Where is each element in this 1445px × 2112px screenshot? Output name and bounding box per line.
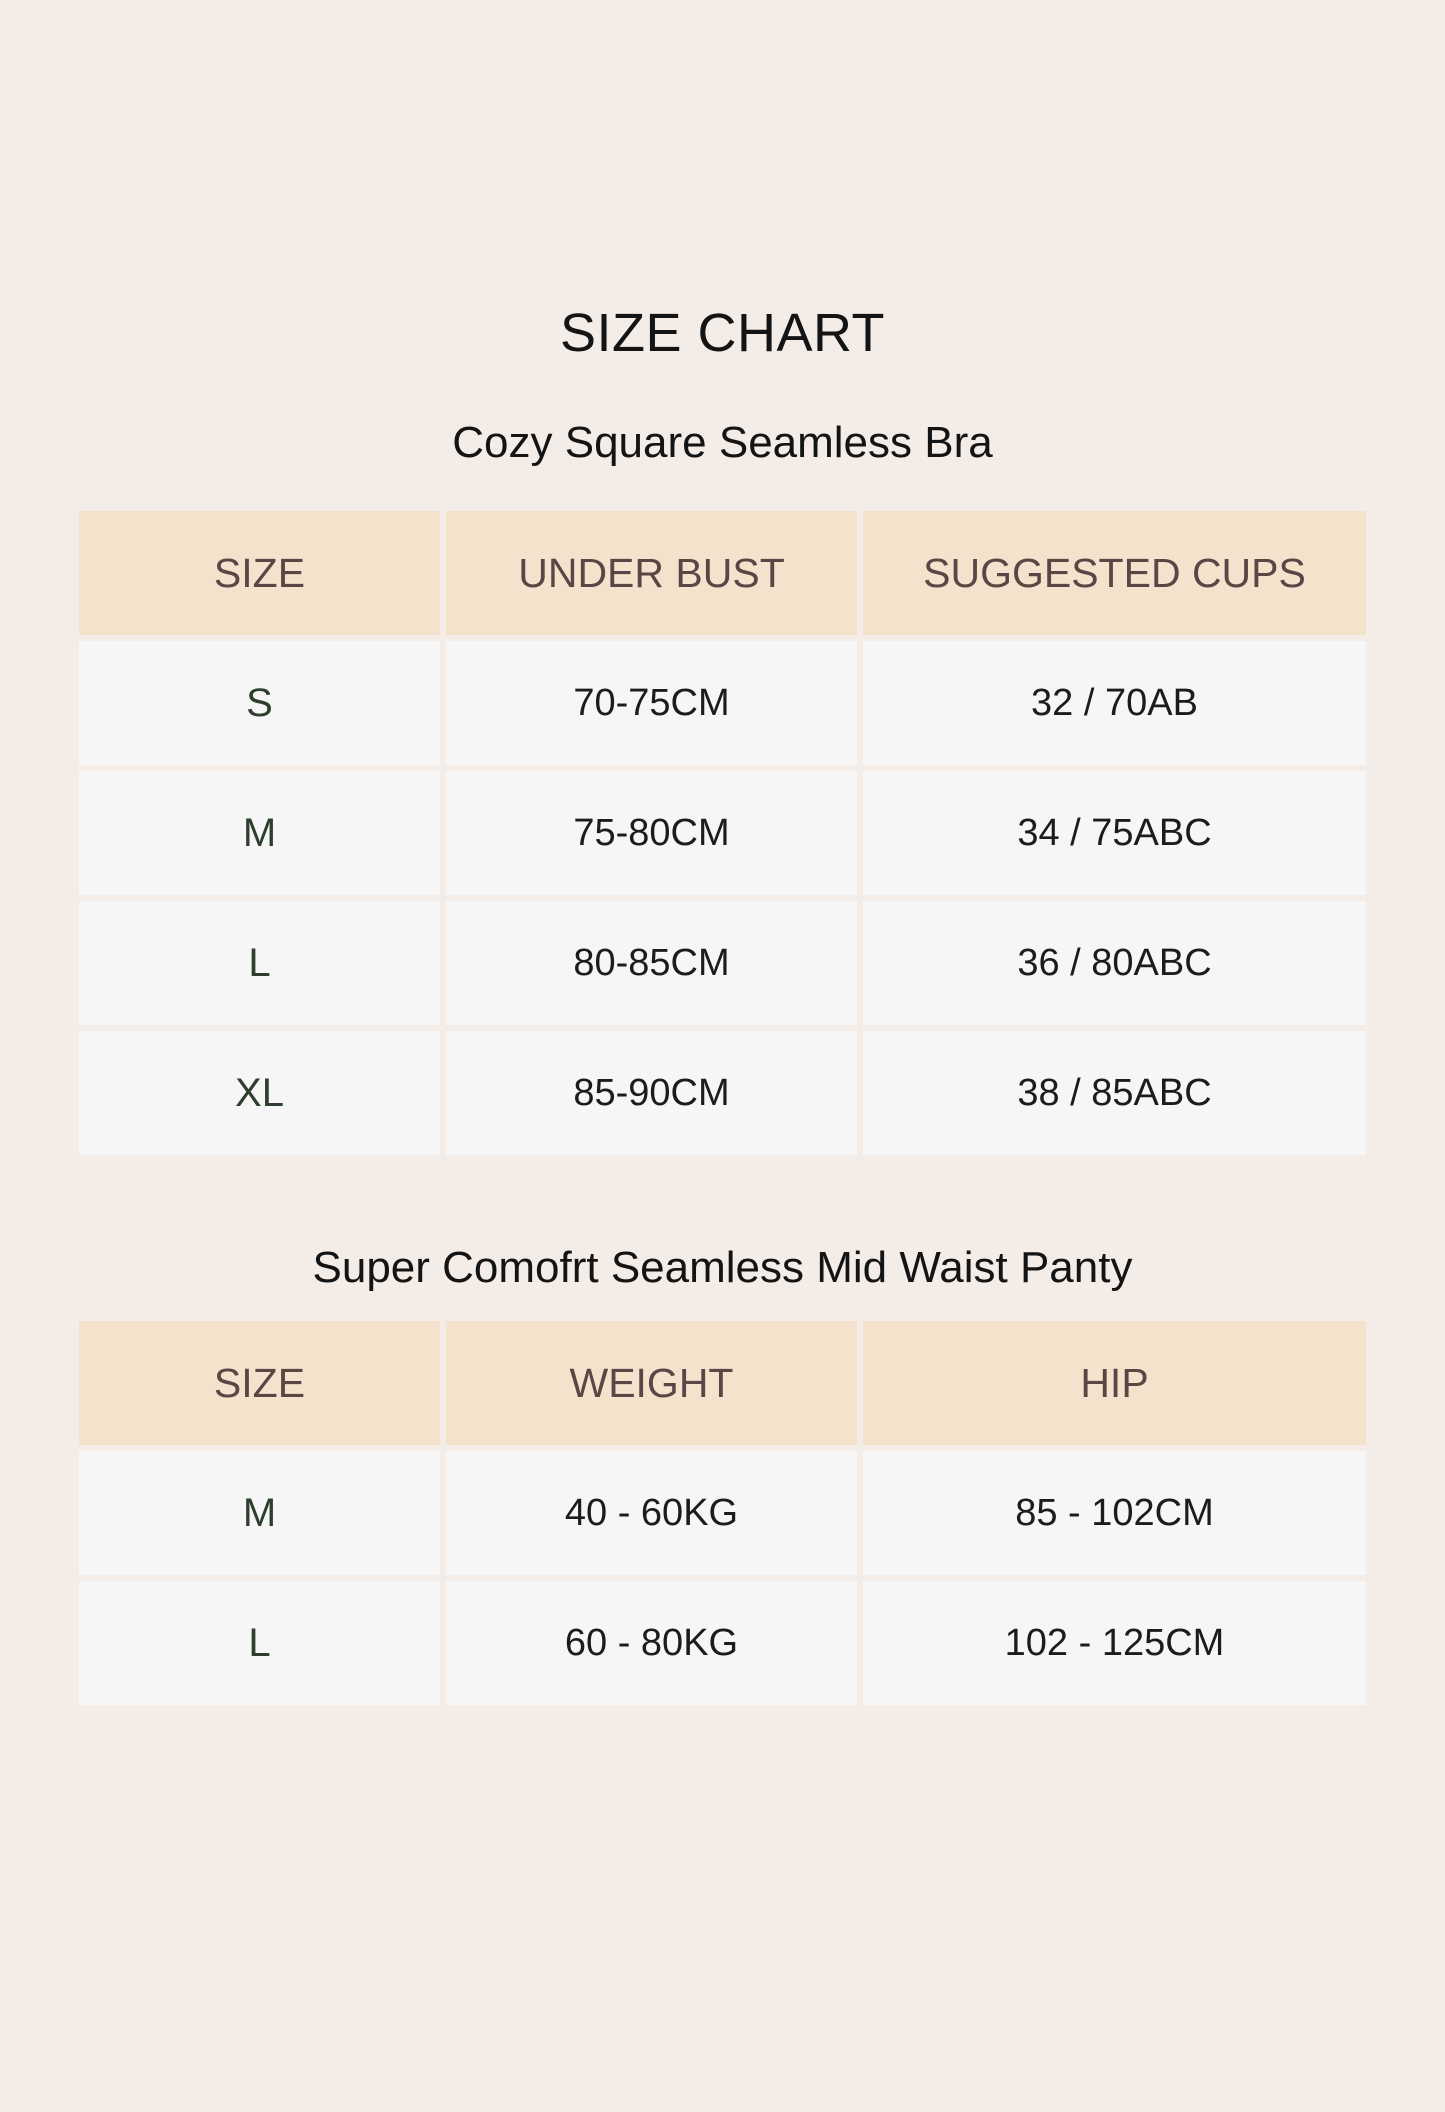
size-cell: S: [79, 641, 440, 765]
suggested-cups-cell: 34 / 75ABC: [863, 771, 1366, 895]
size-cell: XL: [79, 1031, 440, 1155]
size-cell: M: [79, 1451, 440, 1575]
header-hip: HIP: [863, 1321, 1366, 1445]
weight-cell: 60 - 80KG: [446, 1581, 857, 1705]
suggested-cups-cell: 32 / 70AB: [863, 641, 1366, 765]
table-row: [79, 1451, 1366, 1575]
table-row: [79, 1031, 1366, 1155]
under-bust-cell: 75-80CM: [446, 771, 857, 895]
panty-section-title: Super Comofrt Seamless Mid Waist Panty: [312, 1243, 1133, 1292]
size-cell: L: [79, 1581, 440, 1705]
table-row: [79, 901, 1366, 1025]
header-under-bust: UNDER BUST: [446, 511, 857, 635]
under-bust-cell: 80-85CM: [446, 901, 857, 1025]
page-title: SIZE CHART: [559, 303, 886, 363]
suggested-cups-cell: 38 / 85ABC: [863, 1031, 1366, 1155]
table-row: [79, 771, 1366, 895]
panty-size-table: [73, 1315, 1372, 1711]
hip-cell: 102 - 125CM: [863, 1581, 1366, 1705]
header-size: SIZE: [79, 1321, 440, 1445]
bra-section-title: Cozy Square Seamless Bra: [452, 418, 993, 467]
header-weight: WEIGHT: [446, 1321, 857, 1445]
suggested-cups-cell: 36 / 80ABC: [863, 901, 1366, 1025]
hip-cell: 85 - 102CM: [863, 1451, 1366, 1575]
table-header-row: [79, 511, 1366, 635]
size-cell: M: [79, 771, 440, 895]
size-cell: L: [79, 901, 440, 1025]
header-suggested-cups: SUGGESTED CUPS: [863, 511, 1366, 635]
under-bust-cell: 70-75CM: [446, 641, 857, 765]
header-size: SIZE: [79, 511, 440, 635]
under-bust-cell: 85-90CM: [446, 1031, 857, 1155]
table-row: [79, 1581, 1366, 1705]
bra-size-table: [73, 505, 1372, 1161]
table-row: [79, 641, 1366, 765]
weight-cell: 40 - 60KG: [446, 1451, 857, 1575]
table-header-row: [79, 1321, 1366, 1445]
